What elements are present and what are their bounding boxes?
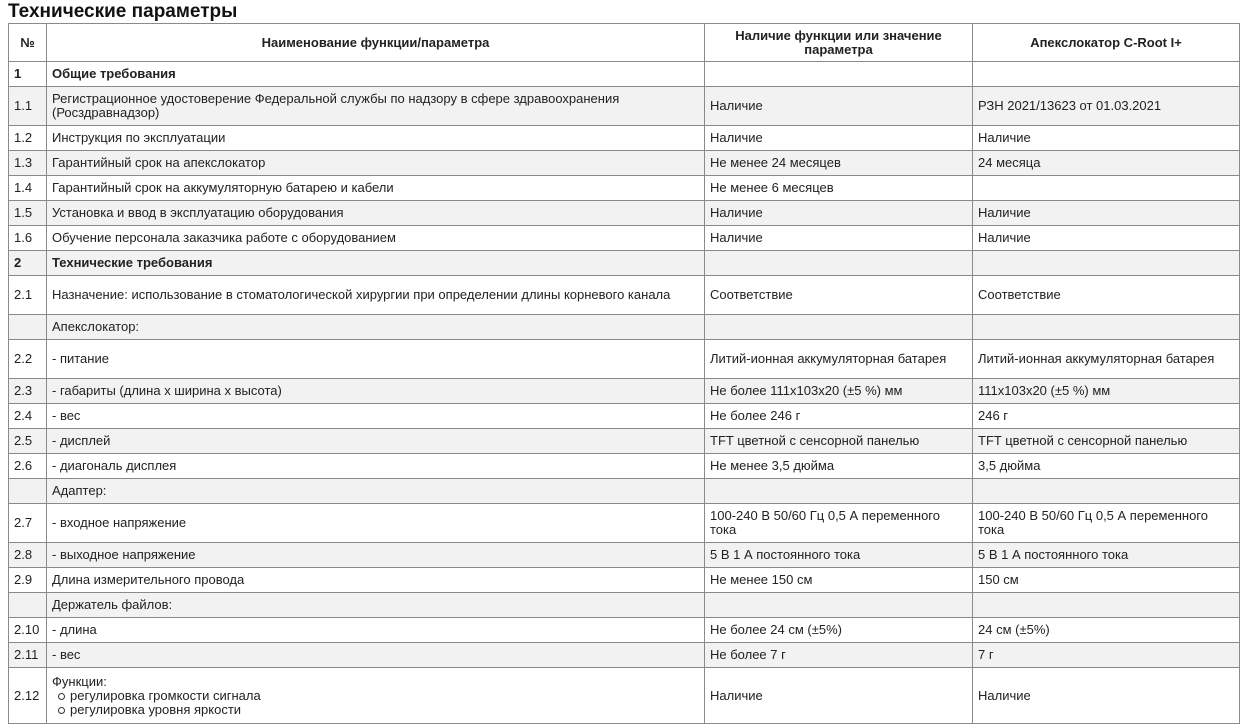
row-value: 3,5 дюйма xyxy=(973,454,1240,479)
row-name: - длина xyxy=(47,618,705,643)
row-number xyxy=(9,315,47,340)
row-number: 1.1 xyxy=(9,87,47,126)
row-value: Соответствие xyxy=(973,276,1240,315)
section-heading: Технические требования xyxy=(47,251,705,276)
row-requirement xyxy=(705,593,973,618)
row-number: 2.9 xyxy=(9,568,47,593)
row-number: 2.6 xyxy=(9,454,47,479)
page-title: Технические параметры xyxy=(8,1,238,22)
table-row xyxy=(9,504,1240,543)
table-row xyxy=(9,176,1240,201)
row-requirement xyxy=(705,479,973,504)
row-name: Назначение: использование в стоматологической хирургии при определении длины корневого канала xyxy=(47,276,705,315)
row-value: РЗН 2021/13623 от 01.03.2021 xyxy=(973,87,1240,126)
row-number xyxy=(9,479,47,504)
row-requirement: 100-240 В 50/60 Гц 0,5 А переменного тока xyxy=(705,504,973,543)
column-header-requirement: Наличие функции или значение параметра xyxy=(705,24,973,62)
row-number: 1.6 xyxy=(9,226,47,251)
row-number: 2.5 xyxy=(9,429,47,454)
row-number: 2.1 xyxy=(9,276,47,315)
table-row xyxy=(9,429,1240,454)
row-requirement: Литий-ионная аккумуляторная батарея xyxy=(705,340,973,379)
row-name: Обучение персонала заказчика работе с оборудованием xyxy=(47,226,705,251)
row-requirement: Не более 246 г xyxy=(705,404,973,429)
row-value: Наличие xyxy=(973,126,1240,151)
row-requirement: Соответствие xyxy=(705,276,973,315)
row-value xyxy=(973,315,1240,340)
table-row xyxy=(9,668,1240,724)
row-number: 2.11 xyxy=(9,643,47,668)
row-name: - дисплей xyxy=(47,429,705,454)
row-value: Наличие xyxy=(973,668,1240,724)
functions-list xyxy=(52,689,699,717)
subgroup-label: Апекслокатор: xyxy=(47,315,705,340)
row-requirement: Не более 111х103х20 (±5 %) мм xyxy=(705,379,973,404)
row-requirement: TFT цветной с сенсорной панелью xyxy=(705,429,973,454)
row-value: 100-240 В 50/60 Гц 0,5 А переменного тока xyxy=(973,504,1240,543)
row-value xyxy=(973,62,1240,87)
table-row xyxy=(9,151,1240,176)
row-value: Литий-ионная аккумуляторная батарея xyxy=(973,340,1240,379)
table-row xyxy=(9,618,1240,643)
row-requirement xyxy=(705,251,973,276)
row-name: - вес xyxy=(47,404,705,429)
row-value xyxy=(973,251,1240,276)
row-number: 2.3 xyxy=(9,379,47,404)
row-number: 1 xyxy=(9,62,47,87)
row-name: - вес xyxy=(47,643,705,668)
table-row xyxy=(9,568,1240,593)
row-value: Наличие xyxy=(973,201,1240,226)
row-number: 2.2 xyxy=(9,340,47,379)
row-number: 2.10 xyxy=(9,618,47,643)
row-name: - выходное напряжение xyxy=(47,543,705,568)
row-number: 2.8 xyxy=(9,543,47,568)
row-requirement: Наличие xyxy=(705,668,973,724)
subgroup-label: Адаптер: xyxy=(47,479,705,504)
row-requirement: Наличие xyxy=(705,87,973,126)
functions-cell xyxy=(47,668,705,724)
row-number: 1.5 xyxy=(9,201,47,226)
list-item: регулировка громкости сигнала xyxy=(52,689,699,703)
table-row xyxy=(9,454,1240,479)
row-requirement: Не более 7 г xyxy=(705,643,973,668)
row-name: Длина измерительного провода xyxy=(47,568,705,593)
row-value xyxy=(973,593,1240,618)
row-requirement xyxy=(705,62,973,87)
row-requirement: Не более 24 см (±5%) xyxy=(705,618,973,643)
row-value xyxy=(973,176,1240,201)
table-row xyxy=(9,62,1240,87)
table-row xyxy=(9,543,1240,568)
row-name: Гарантийный срок на аккумуляторную батарею и кабели xyxy=(47,176,705,201)
row-name: - входное напряжение xyxy=(47,504,705,543)
row-requirement: Не менее 6 месяцев xyxy=(705,176,973,201)
table-row xyxy=(9,404,1240,429)
row-number: 1.4 xyxy=(9,176,47,201)
row-value: 7 г xyxy=(973,643,1240,668)
row-value: 5 В 1 А постоянного тока xyxy=(973,543,1240,568)
column-header-number: № xyxy=(9,24,47,62)
row-number: 2 xyxy=(9,251,47,276)
table-row xyxy=(9,315,1240,340)
row-number: 1.3 xyxy=(9,151,47,176)
row-requirement xyxy=(705,315,973,340)
row-name: Регистрационное удостоверение Федеральной службы по надзору в сфере здравоохранения (Росздравнадзор) xyxy=(47,87,705,126)
row-number: 2.4 xyxy=(9,404,47,429)
table-row xyxy=(9,201,1240,226)
table-row xyxy=(9,340,1240,379)
row-number: 2.7 xyxy=(9,504,47,543)
row-value: 246 г xyxy=(973,404,1240,429)
row-name: Инструкция по эксплуатации xyxy=(47,126,705,151)
table-row xyxy=(9,251,1240,276)
column-header-device-value: Апекслокатор C-Root I+ xyxy=(973,24,1240,62)
row-value xyxy=(973,479,1240,504)
row-value: Наличие xyxy=(973,226,1240,251)
table-row xyxy=(9,379,1240,404)
table-row xyxy=(9,479,1240,504)
table-row xyxy=(9,87,1240,126)
row-name: - диагональ дисплея xyxy=(47,454,705,479)
row-requirement: 5 В 1 А постоянного тока xyxy=(705,543,973,568)
parameters-table xyxy=(8,23,1240,724)
section-heading: Общие требования xyxy=(47,62,705,87)
row-name: - габариты (длина х ширина х высота) xyxy=(47,379,705,404)
subgroup-label: Держатель файлов: xyxy=(47,593,705,618)
row-number xyxy=(9,593,47,618)
row-value: 111х103х20 (±5 %) мм xyxy=(973,379,1240,404)
list-item: регулировка уровня яркости xyxy=(52,703,699,717)
row-number: 2.12 xyxy=(9,668,47,724)
row-requirement: Не менее 150 см xyxy=(705,568,973,593)
row-name: - питание xyxy=(47,340,705,379)
row-requirement: Наличие xyxy=(705,201,973,226)
table-row xyxy=(9,126,1240,151)
table-row xyxy=(9,593,1240,618)
table-row xyxy=(9,226,1240,251)
row-value: 150 см xyxy=(973,568,1240,593)
table-row xyxy=(9,276,1240,315)
row-requirement: Не менее 3,5 дюйма xyxy=(705,454,973,479)
row-name: Гарантийный срок на апекслокатор xyxy=(47,151,705,176)
table-row xyxy=(9,643,1240,668)
row-requirement: Не менее 24 месяцев xyxy=(705,151,973,176)
row-requirement: Наличие xyxy=(705,226,973,251)
row-name: Установка и ввод в эксплуатацию оборудования xyxy=(47,201,705,226)
column-header-name: Наименование функции/параметра xyxy=(47,24,705,62)
row-value: TFT цветной с сенсорной панелью xyxy=(973,429,1240,454)
row-requirement: Наличие xyxy=(705,126,973,151)
row-value: 24 см (±5%) xyxy=(973,618,1240,643)
row-value: 24 месяца xyxy=(973,151,1240,176)
table-header-row xyxy=(9,24,1240,62)
functions-label: Функции: xyxy=(52,673,107,689)
row-number: 1.2 xyxy=(9,126,47,151)
